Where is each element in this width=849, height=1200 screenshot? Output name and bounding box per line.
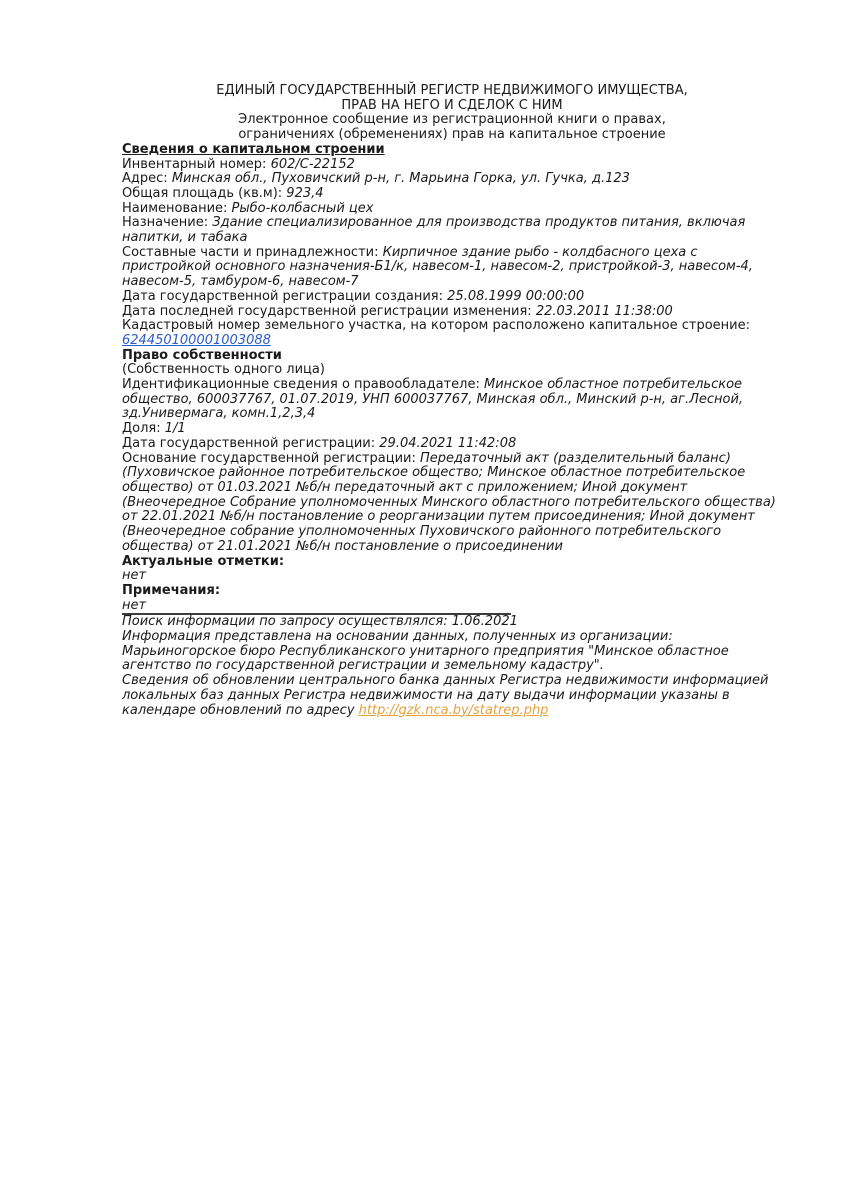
registry-title bbox=[122, 84, 782, 113]
total-area-line bbox=[122, 187, 782, 202]
current-marks-value: нет bbox=[122, 568, 147, 584]
reg-basis-label: Основание государственной регистрации: bbox=[122, 450, 416, 466]
right-holder-line bbox=[122, 378, 782, 422]
creation-reg-date-label: Дата государственной регистрации создания: bbox=[122, 288, 444, 304]
registry-title-line1: ЕДИНЫЙ ГОСУДАРСТВЕННЫЙ РЕГИСТР НЕДВИЖИМОГО ИМУЩЕСТВА, bbox=[216, 83, 688, 98]
building-section-heading: Сведения о капитальном строении bbox=[122, 141, 385, 157]
update-info-text: Сведения об обновлении центрального банка данных Регистра недвижимости информацией локальных баз данных Регистра недвижимости на дату выдачи информации указаны в календаре обновлений по адресу bbox=[122, 673, 769, 718]
name-line bbox=[122, 202, 782, 217]
search-date-line bbox=[122, 615, 782, 630]
land-parcel-label: Кадастровый номер земельного участка, на котором расположено капитальное строение: bbox=[122, 318, 750, 334]
share-label: Доля: bbox=[122, 421, 161, 437]
components-label: Составные части и принадлежности: bbox=[122, 244, 379, 260]
ownership-section bbox=[122, 349, 782, 555]
search-date-value: 1.06.2021 bbox=[451, 614, 518, 630]
total-area-label: Общая площадь (кв.м): bbox=[122, 185, 283, 201]
purpose-line bbox=[122, 216, 782, 245]
reg-basis-value: Передаточный акт (разделительный баланс) (Пуховичское районное потребительское общество; Минское областное потребительское общество) от 01.03.2021 №б/н передаточный акт с приложением; Иной документ (Внеочередное Собрание уполномоченных Минского областного потребительского общества) от 22.01.2021 №б/н постановление о реорганизации путем присоединения; Иной документ (Внеочередное собрание уполномоченных Пуховичского районного потребительского общества) от 21.01.2021 №б/н постановление о присоединении bbox=[122, 450, 776, 554]
ownership-reg-date-line bbox=[122, 437, 782, 452]
footer-section bbox=[122, 613, 782, 718]
inventory-number-line bbox=[122, 158, 782, 173]
ownership-section-heading: Право собственности bbox=[122, 347, 282, 363]
current-marks-heading: Актуальные отметки: bbox=[122, 553, 285, 569]
name-value: Рыбо-колбасный цех bbox=[231, 200, 374, 216]
address-value: Минская обл., Пуховичский р-н, г. Марьина Горка, ул. Гучка, д.123 bbox=[171, 171, 630, 187]
purpose-value: Здание специализированное для производства продуктов питания, включая напитки, и табака bbox=[122, 215, 746, 246]
purpose-label: Назначение: bbox=[122, 215, 209, 231]
components-value: Кирпичное здание рыбо - колдбасного цеха с пристройкой основного назначения-Б1/к, навесом-1, навесом-2, пристройкой-3, навесом-4, навесом-5, тамбуром-6, навесом-7 bbox=[122, 244, 753, 290]
document-subtitle-line2: ограничениях (обременениях) прав на капитальное строение bbox=[238, 127, 666, 143]
notes-heading: Примечания: bbox=[122, 582, 221, 598]
inventory-number-label: Инвентарный номер: bbox=[122, 156, 267, 172]
reg-basis-line bbox=[122, 452, 782, 555]
right-holder-label: Идентификационные сведения о правообладателе: bbox=[122, 377, 480, 393]
creation-reg-date-value: 25.08.1999 00:00:00 bbox=[447, 288, 585, 304]
land-parcel-link-line bbox=[122, 334, 782, 349]
share-line bbox=[122, 422, 782, 437]
ownership-reg-date-label: Дата государственной регистрации: bbox=[122, 435, 376, 451]
notes-section bbox=[122, 584, 782, 613]
document-subtitle-line1: Электронное сообщение из регистрационной книги о правах, bbox=[238, 112, 666, 128]
share-value: 1/1 bbox=[164, 421, 186, 437]
address-line bbox=[122, 172, 782, 187]
statrep-url-link[interactable]: http://gzk.nca.by/statrep.php bbox=[358, 702, 549, 718]
components-line bbox=[122, 246, 782, 290]
right-holder-value: Минское областное потребительское общество, 600037767, 01.07.2019, УНП 600037767, Минская обл., Минский р-н, аг.Лесной, зд.Универмага, комн.1,2,3,4 bbox=[122, 377, 744, 422]
cadastral-number-link[interactable]: 624450100001003088 bbox=[122, 332, 271, 348]
inventory-number-value: 602/С-22152 bbox=[270, 156, 355, 172]
address-label: Адрес: bbox=[122, 171, 168, 187]
last-change-reg-date-line bbox=[122, 305, 782, 320]
total-area-value: 923,4 bbox=[286, 185, 324, 201]
current-marks-section bbox=[122, 555, 782, 584]
building-section bbox=[122, 143, 782, 349]
search-date-label: Поиск информации по запросу осуществлялся: bbox=[122, 614, 448, 630]
ownership-reg-date-value: 29.04.2021 11:42:08 bbox=[379, 435, 517, 451]
notes-value: нет bbox=[122, 597, 147, 613]
creation-reg-date-line bbox=[122, 290, 782, 305]
last-change-reg-date-value: 22.03.2011 11:38:00 bbox=[535, 303, 673, 319]
document-subtitle bbox=[122, 113, 782, 142]
last-change-reg-date-label: Дата последней государственной регистрации изменения: bbox=[122, 303, 532, 319]
name-label: Наименование: bbox=[122, 200, 228, 216]
ownership-type-note: (Собственность одного лица) bbox=[122, 362, 325, 378]
update-info-line bbox=[122, 674, 782, 718]
source-info-line: Информация представлена на основании данных, полученных из организации: Марьиногорское бюро Республиканского унитарного предприятия "Минское областное агентство по государственной регистрации и земельному кадастру". bbox=[122, 629, 729, 674]
registry-title-line2: ПРАВ НА НЕГО И СДЕЛОК С НИМ bbox=[341, 97, 563, 113]
